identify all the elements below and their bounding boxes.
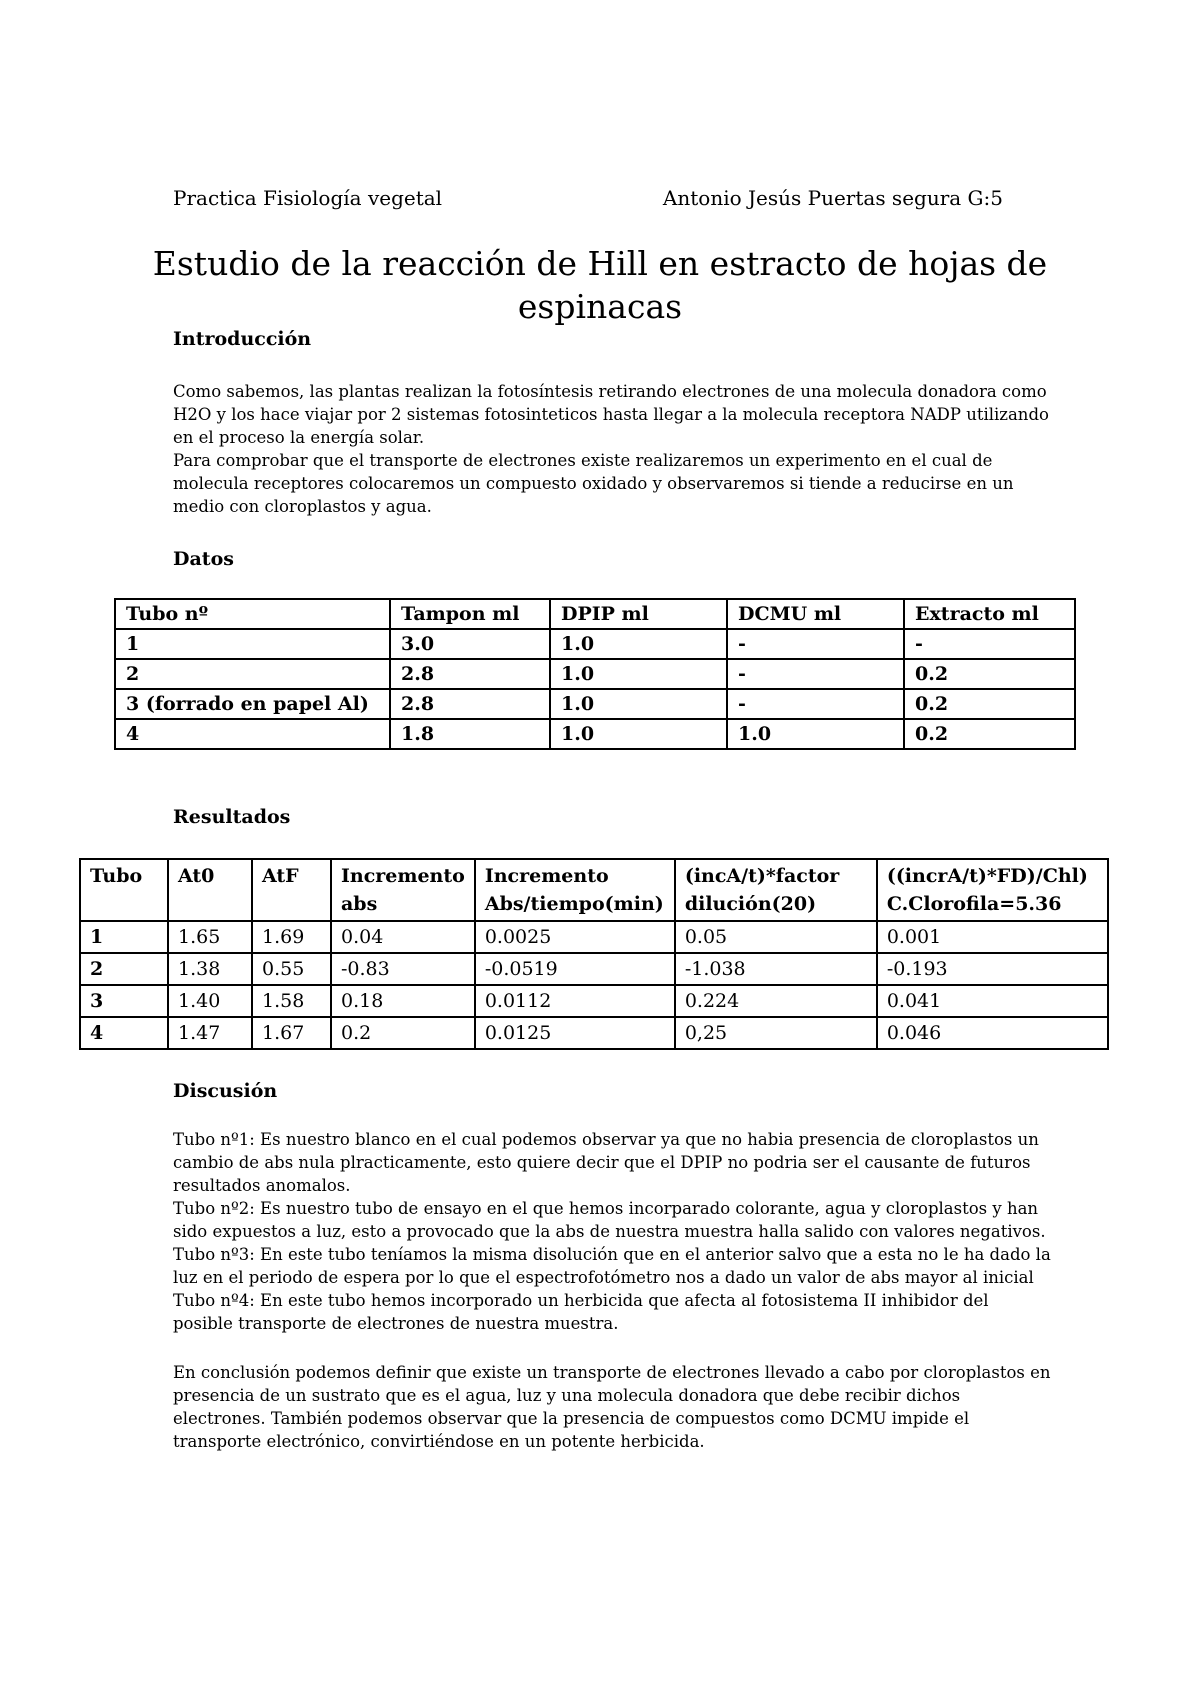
resultados-cell: 0.18 (331, 985, 475, 1017)
datos-cell: 1.0 (550, 659, 727, 689)
resultados-cell: -0.0519 (475, 953, 675, 985)
discusion-text (173, 1128, 1053, 1335)
datos-cell: 2.8 (390, 659, 550, 689)
resultados-header-cell: AtF (252, 859, 331, 921)
resultados-cell: 1.67 (252, 1017, 331, 1049)
conclusion-text: En conclusión podemos definir que existe un transporte de electrones llevado a cabo por cloroplastos en presencia de un sustrato que es el agua, luz y una molecula donadora que debe recibir dichos electrones. También podemos observar que la presencia de compuestos como DCMU impide el transporte electrónico, convirtiéndose en un potente herbicida. (173, 1363, 1051, 1451)
resultados-cell: 0,25 (675, 1017, 877, 1049)
datos-cell: - (727, 629, 904, 659)
header-course: Practica Fisiología vegetal (173, 186, 443, 210)
resultados-cell: 1.40 (168, 985, 252, 1017)
resultados-cell: 0.0125 (475, 1017, 675, 1049)
heading-resultados: Resultados (173, 806, 291, 828)
datos-cell: 3.0 (390, 629, 550, 659)
datos-table (114, 598, 1076, 750)
resultados-cell: 4 (80, 1017, 168, 1049)
datos-cell: - (727, 689, 904, 719)
resultados-cell: 2 (80, 953, 168, 985)
datos-cell: 1 (115, 629, 390, 659)
resultados-cell: 0.2 (331, 1017, 475, 1049)
datos-header-cell: Tampon ml (390, 599, 550, 629)
resultados-header-cell: Incremento Abs/tiempo(min) (475, 859, 675, 921)
header-author: Antonio Jesús Puertas segura G:5 (662, 186, 1003, 210)
resultados-row (80, 921, 1108, 953)
datos-row (115, 719, 1075, 749)
datos-cell: 1.0 (550, 629, 727, 659)
resultados-cell: -1.038 (675, 953, 877, 985)
resultados-row (80, 985, 1108, 1017)
resultados-cell: 0.0112 (475, 985, 675, 1017)
datos-row (115, 659, 1075, 689)
datos-cell: 4 (115, 719, 390, 749)
resultados-cell: 3 (80, 985, 168, 1017)
discusion-line: Tubo nº1: Es nuestro blanco en el cual podemos observar ya que no habia presencia de cloroplastos un cambio de abs nula plracticamente, esto quiere decir que el DPIP no podria ser el causante de futuros resultados anomalos. (173, 1130, 1039, 1195)
discusion-line: Tubo nº4: En este tubo hemos incorporado un herbicida que afecta al fotosistema II inhibidor del posible transporte de electrones de nuestra muestra. (173, 1291, 989, 1333)
resultados-cell: 0.04 (331, 921, 475, 953)
datos-cell: 0.2 (904, 659, 1075, 689)
resultados-header-cell: (incA/t)*factor dilución(20) (675, 859, 877, 921)
resultados-header-row (80, 859, 1108, 921)
resultados-header-cell: ((incrA/t)*FD)/Chl) C.Clorofila=5.36 (877, 859, 1108, 921)
resultados-cell: 0.05 (675, 921, 877, 953)
introduccion-paragraph-2: Para comprobar que el transporte de electrones existe realizaremos un experimento en el cual de molecula receptores colocaremos un compuesto oxidado y observaremos si tiende a reducirse en un medio con cloroplastos y agua. (173, 451, 1014, 516)
resultados-cell: 0.224 (675, 985, 877, 1017)
datos-header-cell: Extracto ml (904, 599, 1075, 629)
resultados-header-cell: At0 (168, 859, 252, 921)
datos-cell: 1.0 (550, 719, 727, 749)
datos-cell: 1.0 (727, 719, 904, 749)
datos-cell: 2.8 (390, 689, 550, 719)
heading-datos: Datos (173, 548, 234, 570)
resultados-cell: 0.0025 (475, 921, 675, 953)
resultados-cell: 1.47 (168, 1017, 252, 1049)
datos-header-row (115, 599, 1075, 629)
resultados-cell: 1.58 (252, 985, 331, 1017)
datos-header-cell: DCMU ml (727, 599, 904, 629)
datos-cell: - (904, 629, 1075, 659)
datos-cell: - (727, 659, 904, 689)
introduccion-paragraph-1: Como sabemos, las plantas realizan la fotosíntesis retirando electrones de una molecula donadora como H2O y los hace viajar por 2 sistemas fotosinteticos hasta llegar a la molecula receptora NADP utilizando en el proceso la energía solar. (173, 382, 1049, 447)
resultados-cell: -0.193 (877, 953, 1108, 985)
resultados-cell: 1.38 (168, 953, 252, 985)
resultados-cell: 0.55 (252, 953, 331, 985)
page-header (173, 186, 1003, 210)
datos-row (115, 689, 1075, 719)
discusion-line: Tubo nº2: Es nuestro tubo de ensayo en el que hemos incorparado colorante, agua y cloroplastos y han sido expuestos a luz, esto a provocado que la abs de nuestra muestra halla salido con valores negativos. (173, 1199, 1046, 1241)
datos-cell: 1.8 (390, 719, 550, 749)
resultados-row (80, 1017, 1108, 1049)
datos-cell: 2 (115, 659, 390, 689)
resultados-header-cell: Incremento abs (331, 859, 475, 921)
heading-discusion: Discusión (173, 1080, 278, 1102)
resultados-cell: 0.041 (877, 985, 1108, 1017)
datos-row (115, 629, 1075, 659)
document-title: Estudio de la reacción de Hill en estracto de hojas de espinacas (152, 244, 1048, 326)
heading-introduccion: Introducción (173, 328, 312, 350)
datos-cell: 3 (forrado en papel Al) (115, 689, 390, 719)
resultados-cell: -0.83 (331, 953, 475, 985)
discusion-line: Tubo nº3: En este tubo teníamos la misma disolución que en el anterior salvo que a esta no le ha dado la luz en el periodo de espera por lo que el espectrofotómetro nos a dado un valor de abs mayor al inicial (173, 1245, 1051, 1287)
datos-cell: 1.0 (550, 689, 727, 719)
resultados-cell: 1.69 (252, 921, 331, 953)
resultados-cell: 0.001 (877, 921, 1108, 953)
datos-header-cell: DPIP ml (550, 599, 727, 629)
resultados-cell: 0.046 (877, 1017, 1108, 1049)
resultados-table (79, 858, 1109, 1050)
resultados-row (80, 953, 1108, 985)
datos-header-cell: Tubo nº (115, 599, 390, 629)
resultados-cell: 1.65 (168, 921, 252, 953)
datos-cell: 0.2 (904, 689, 1075, 719)
resultados-cell: 1 (80, 921, 168, 953)
datos-cell: 0.2 (904, 719, 1075, 749)
introduccion-text (173, 380, 1053, 518)
resultados-header-cell: Tubo (80, 859, 168, 921)
